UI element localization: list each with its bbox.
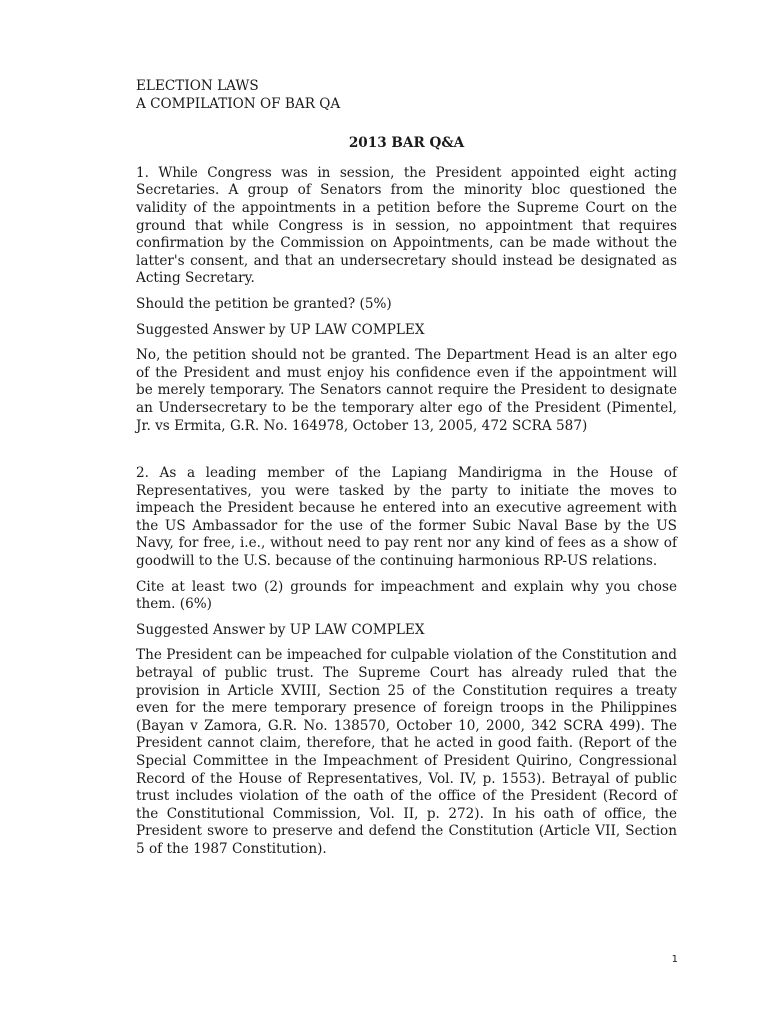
- question-2: 2. As a leading member of the Lapiang Mandirigma in the House of Representatives, you were tasked by the party to initiate the moves to impeach the President because he entered into an executive agreement with the US Ambassador for the use of the former Subic Naval Base by the US Navy, for free, i.e., without need to pay rent nor any kind of fees as a show of goodwill to the U.S. because of the continuing harmonious RP-US relations.: [136, 465, 677, 570]
- question-1-answer-label: Suggested Answer by UP LAW COMPLEX: [136, 321, 425, 338]
- question-2-prompt: Cite at least two (2) grounds for impeachment and explain why you chose them. (6%): [136, 578, 677, 613]
- question-2-answer: The President can be impeached for culpable violation of the Constitution and betrayal of public trust. The Supreme Court has already ruled that the provision in Article XVIII, Section 25 of the Constitution requires a treaty even for the mere temporary presence of foreign troops in the Philippines (Bayan v Zamora, G.R. No. 138570, October 10, 2000, 342 SCRA 499). The President cannot claim, therefore, that he acted in good faith. (Report of the Special Committee in the Impeachment of President Quirino, Congressional Record of the House of Representatives, Vol. IV, p. 1553). Betrayal of public trust includes violation of the oath of the office of the President (Record of the Constitutional Commission, Vol. II, p. 272). In his oath of office, the President swore to preserve and defend the Constitution (Article VII, Section 5 of the 1987 Constitution).: [136, 647, 677, 857]
- question-1-answer: No, the petition should not be granted. The Department Head is an alter ego of the President and must enjoy his confidence even if the appointment will be merely temporary. The Senators cannot require the President to designate an Undersecretary to be the temporary alter ego of the President (Pimentel, Jr. vs Ermita, G.R. No. 164978, October 13, 2005, 472 SCRA 587): [136, 347, 677, 434]
- section-title: 2013 BAR Q&A: [348, 135, 465, 152]
- header-line-1: ELECTION LAWS: [136, 78, 259, 94]
- header-line-2: A COMPILATION OF BAR QA: [136, 95, 341, 112]
- document-body: [136, 78, 677, 867]
- question-2-answer-label: Suggested Answer by UP LAW COMPLEX: [136, 621, 425, 638]
- question-1: 1. While Congress was in session, the President appointed eight acting Secretaries. A group of Senators from the minority bloc questioned the validity of the appointments in a petition before the Supreme Court on the ground that while Congress is in session, no appointment that requires confirmation by the Commission on Appointments, can be made without the latter's consent, and that an undersecretary should instead be designated as Acting Secretary.: [136, 164, 677, 287]
- question-1-prompt: Should the petition be granted? (5%): [136, 295, 392, 312]
- page-number: 1: [671, 954, 678, 965]
